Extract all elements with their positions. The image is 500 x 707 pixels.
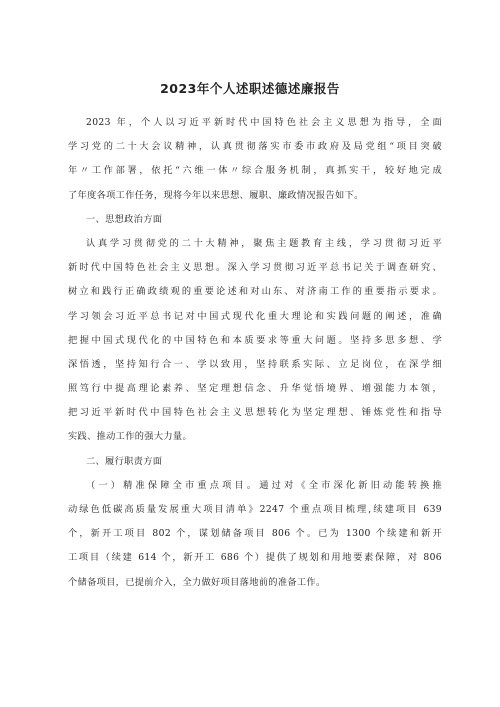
text-line: 把习近平新时代中国特色社会主义思想转化为坚定理想、锤炼党性和指导 xyxy=(68,407,442,419)
section-heading-ideology xyxy=(68,208,442,232)
text-line: 把握中国式现代化的中国特色和本质要求等重大问题。坚持多思多想、学 xyxy=(68,334,442,346)
paragraph-intro xyxy=(68,111,442,208)
text-line: 学习党的二十大会议精神，认真贯彻落实市委市政府及局党组“项目突破 xyxy=(68,141,442,153)
paragraph-duties xyxy=(68,474,442,595)
text-line: 照笃行中提高理论素养、坚定理想信念、升华觉悟境界、增强能力本领， xyxy=(68,383,442,395)
text-line: 动绿色低碳高质量发展重大项目清单》2247 个重点项目梳理,续建项目 639 xyxy=(68,504,442,515)
text-line: 树立和践行正确政绩观的重要论述和对山东、对济南工作的重要指示要求。 xyxy=(68,286,442,298)
paragraph-ideology xyxy=(68,232,442,450)
text-line: 了年度各项工作任务，现将今年以来思想、履职、廉政情况报告如下。 xyxy=(68,189,364,201)
document-body xyxy=(68,111,442,595)
text-line: 个储备项目，已提前介入，全力做好项目落地前的准备工作。 xyxy=(68,576,326,588)
text-line: 认真学习贯彻党的二十大精神，聚焦主题教育主线，学习贯彻习近平 xyxy=(86,237,442,249)
text-line: 深悟透，坚持知行合一、学以致用，坚持联系实际、立足岗位，在深学细 xyxy=(68,358,442,370)
text-line: 工项目（续建 614 个，新开工 686 个）提供了规划和用地要素保障，对 806 xyxy=(68,552,442,564)
text-line: 新时代中国特色社会主义思想。深入学习贯彻习近平总书记关于调查研究、 xyxy=(68,262,442,274)
text-line: 个，新开工项目 802 个，谋划储备项目 806 个。已为 1300 个续建和新开 xyxy=(68,528,442,540)
section-heading: 二、履行职责方面 xyxy=(86,455,163,467)
section-heading-duties xyxy=(68,450,442,474)
text-line: （一）精准保障全市重点项目。通过对《全市深化新旧动能转换推 xyxy=(86,479,442,491)
text-line: 学习领会习近平总书记对中国式现代化重大理论和实践问题的阐述，准确 xyxy=(68,310,442,322)
text-line: 2023 年，个人以习近平新时代中国特色社会主义思想为指导，全面 xyxy=(86,117,442,128)
document-title: 2023年个人述职述德述廉报告 xyxy=(160,81,340,96)
text-line: 年〃工作部署，依托“六维一体〃综合服务机制，真抓实干，较好地完成 xyxy=(68,165,442,177)
section-heading: 一、思想政治方面 xyxy=(86,213,163,225)
text-line: 实践、推动工作的强大力量。 xyxy=(68,431,192,443)
